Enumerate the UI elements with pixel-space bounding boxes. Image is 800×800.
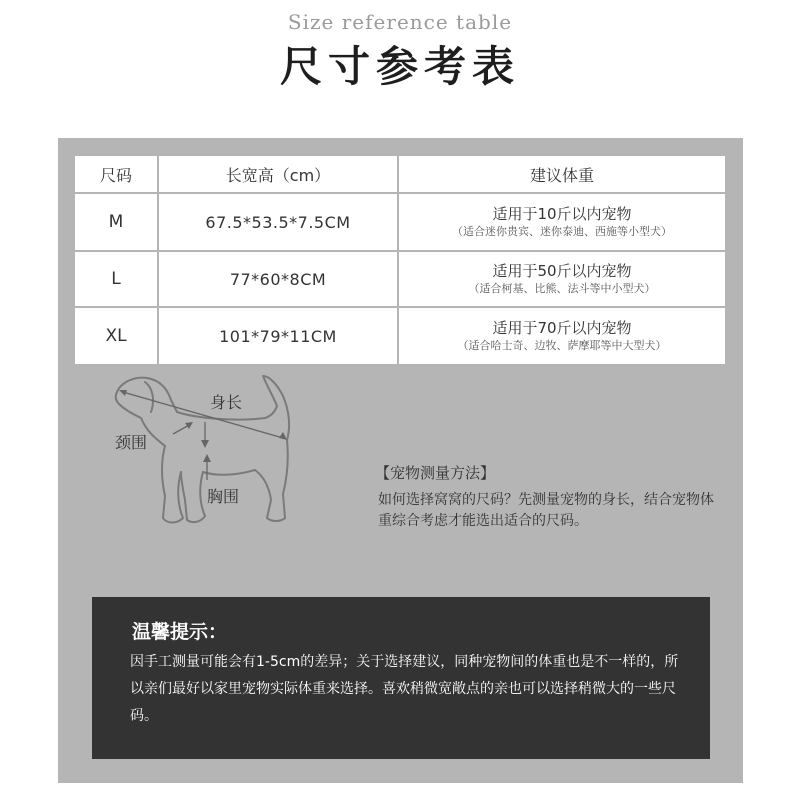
weight-text: 适用于70斤以内宠物 [492,319,632,337]
measure-method-text: 如何选择窝窝的尺码？先测量宠物的身长，结合宠物体重综合考虑才能选出适合的尺码。 [378,492,714,529]
body-length-label: 身长 [210,393,243,412]
column-header-dimensions: 长宽高（cm） [158,156,398,193]
neck-label: 颈围 [115,433,148,452]
table-row [75,193,725,251]
dimensions-cell: 67.5*53.5*7.5CM [158,193,398,251]
size-cell: XL [75,307,158,364]
tip-box [92,597,710,759]
weight-text: 适用于10斤以内宠物 [492,205,632,223]
weight-cell [398,251,725,307]
weight-cell [398,193,725,251]
table-header-row [75,156,725,193]
weight-text: 适用于50斤以内宠物 [492,262,632,280]
size-table [75,156,725,364]
column-header-size: 尺码 [75,156,158,193]
dimensions-cell: 101*79*11CM [158,307,398,364]
breed-text: （适合柯基、比熊、法斗等中小型犬） [468,282,656,295]
table-row [75,307,725,364]
weight-cell [398,307,725,364]
column-header-weight: 建议体重 [398,156,725,193]
size-cell: M [75,193,158,251]
dog-measurement-diagram [105,368,315,533]
page-subtitle: Size reference table [287,10,513,34]
breed-text: （适合哈士奇、边牧、萨摩耶等中大型犬） [457,339,667,352]
tip-text: 因手工测量可能会有1-5cm的差异；关于选择建议，同种宠物间的体重也是不一样的，所以亲们最好以家里宠物实际体重来选择。喜欢稍微宽敞点的亲也可以选择稍微大的一些尺码。 [130,654,679,724]
tip-title: 温馨提示： [132,621,228,643]
page-title: 尺寸参考表 [279,42,520,91]
size-cell: L [75,251,158,307]
dimensions-cell: 77*60*8CM [158,251,398,307]
breed-text: （适合迷你贵宾、迷你泰迪、西施等小型犬） [452,225,672,238]
chest-label: 胸围 [207,487,240,506]
measure-method-title: 【宠物测量方法】 [375,464,496,482]
table-row [75,251,725,307]
